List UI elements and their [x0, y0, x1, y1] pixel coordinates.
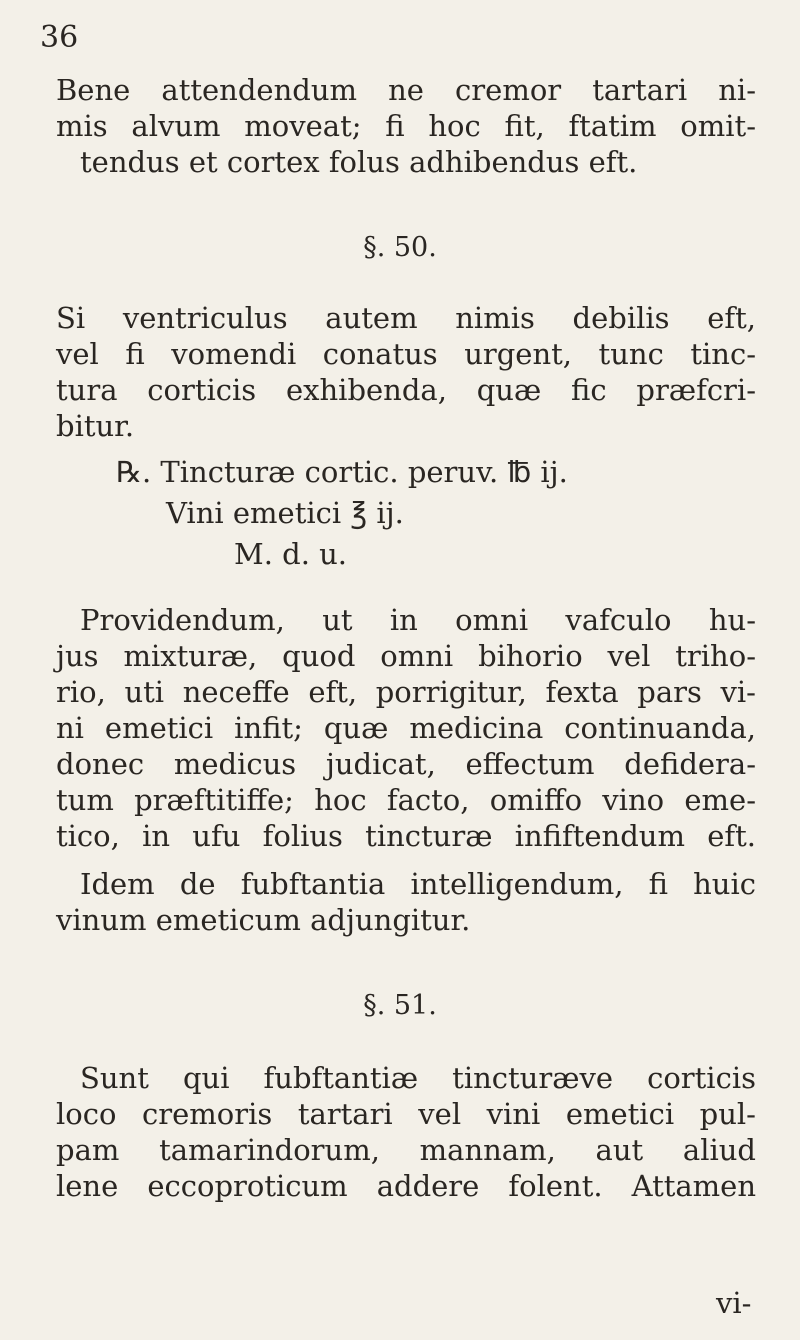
text-line: tum præftitiffe; hoc facto, omiffo vino eme- — [56, 783, 756, 817]
text-line: tico, in ufu folius tincturæ infiftendum eft. — [56, 819, 756, 853]
section-heading-50: §. 50. — [363, 232, 437, 263]
text-line: mis alvum moveat; fi hoc fit, ftatim omit- — [56, 109, 756, 143]
paragraph-2 — [56, 300, 756, 444]
paragraph-5 — [56, 1060, 756, 1204]
text-line: jus mixturæ, quod omni bihorio vel triho- — [56, 639, 756, 673]
page-number: 36 — [40, 20, 79, 55]
text-line: rio, uti neceffe eft, porrigitur, fexta pars vi- — [56, 675, 756, 709]
text-line: Providendum, ut in omni vafculo hu- — [80, 603, 756, 637]
text-line: lene eccoproticum addere folent. Attamen — [56, 1169, 756, 1203]
prescription-line-1: ℞. Tincturæ cortic. peruv. ℔ ij. — [116, 455, 568, 489]
text-line: bitur. — [56, 409, 135, 443]
text-line: Bene attendendum ne cremor tartari ni- — [56, 73, 756, 107]
text-line: loco cremoris tartari vel vini emetici pul- — [56, 1097, 756, 1131]
text-line: vel fi vomendi conatus urgent, tunc tinc- — [56, 337, 756, 371]
text-line: pam tamarindorum, mannam, aut aliud — [56, 1133, 756, 1167]
text-line: tura corticis exhibenda, quæ fic præfcri- — [56, 373, 756, 407]
paragraph-3 — [56, 602, 756, 854]
text-line: Sunt qui fubftantiæ tincturæve corticis — [80, 1061, 756, 1095]
prescription-line-2: Vini emetici ℥ ij. — [166, 496, 404, 530]
paragraph-4 — [56, 866, 756, 938]
catchword: vi- — [716, 1286, 752, 1320]
paragraph-1 — [56, 72, 756, 180]
section-heading-51: §. 51. — [363, 990, 437, 1021]
text-line: Idem de fubftantia intelligendum, fi huic — [80, 867, 756, 901]
text-line: ni emetici infit; quæ medicina continuanda, — [56, 711, 756, 745]
prescription-line-3: M. d. u. — [234, 537, 348, 571]
text-line: vinum emeticum adjungitur. — [56, 903, 471, 937]
text-line: tendus et cortex folus adhibendus eft. — [80, 145, 638, 179]
text-line: Si ventriculus autem nimis debilis eft, — [56, 301, 756, 335]
text-line: donec medicus judicat, effectum defidera- — [56, 747, 756, 781]
